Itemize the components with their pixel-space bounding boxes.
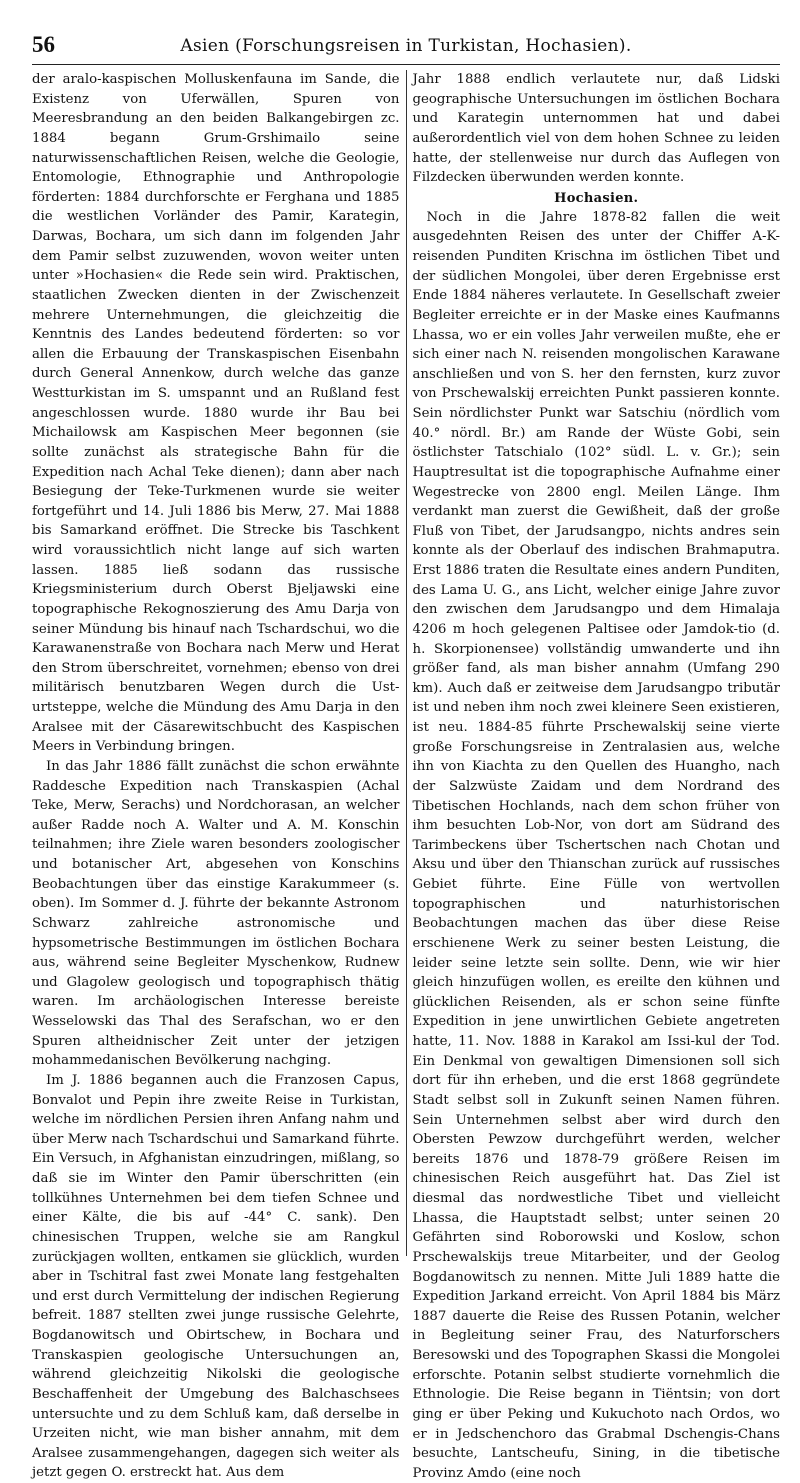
section-heading: Hochasien.: [554, 190, 639, 206]
column-divider: [406, 70, 407, 1256]
text-columns: [32, 70, 780, 1481]
paragraph: Jahr 1888 endlich verlautete nur, daß Lidski geographische Untersuchungen im östlichen Bochara und Karategin unternommen hat und dabei außerordentlich viel von dem hohen Schnee zu leiden hatte, der stellenweise nur durch das Auflegen von Filzdecken überwunden werden konnte.: [412, 72, 780, 186]
book-page: [32, 30, 780, 1481]
page-number: 56: [32, 32, 55, 57]
left-column: [32, 70, 400, 1481]
page-header: [32, 30, 780, 65]
paragraph: der aralo-kaspischen Molluskenfauna im Sande, die Existenz von Uferwällen, Spuren von Meeresbrandung an den beiden Balkangebirgen zc. 1884 begann Grum-Grshimailo seine naturwissenschaftlichen Reisen, welche die Geologie, Entomologie, Ethnographie und Anthropologie förderten: 1884 durchforschte er Ferghana und 1885 die westlichen Vorländer des Pamir, Karategin, Darwas, Bochara, um sich dann im folgenden Jahr dem Pamir selbst zuzuwenden, wovon weiter unten unter »Hochasien« die Rede sein wird. Praktischen, staatlichen Zwecken dienten in der Zwischenzeit mehrere Unternehmungen, die gleichzeitig die Kenntnis des Landes bedeutend förderten: so vor allen die Erbauung der Transkaspischen Eisenbahn durch General Annenkow, durch welche das ganze Westturkistan im S. umspannt und an Rußland fest angeschlossen wurde. 1880 wurde ihr Bau bei Michailowsk am Kaspischen Meer begonnen (sie sollte zunächst als strategische Bahn für die Expedition nach Achal Teke dienen); dann aber nach Besiegung der Teke-Turkmenen wurde sie weiter fortgeführt und 14. Juli 1886 bis Merw, 27. Mai 1888 bis Samarkand eröffnet. Die Strecke bis Taschkent wird voraussichtlich nicht lange auf sich warten lassen. 1885 ließ sodann das russische Kriegsministerium durch Oberst Bjeljawski eine topographische Rekognoszierung des Amu Darja von seiner Mündung bis hinauf nach Tschardschui, wo die Karawanenstraße von Bochara nach Merw und Herat den Strom überschreitet, vornehmen; ebenso von drei militärisch benutzbaren Wegen durch die Ust-urtsteppe, welche die Mündung des Amu Darja in den Aralsee mit der Cäsarewitschbucht des Kaspischen Meers in Verbindung bringen.: [32, 72, 400, 755]
right-column: [412, 70, 781, 1481]
paragraph: Im J. 1886 begannen auch die Franzosen Capus, Bonvalot und Pepin ihre zweite Reise in Turkistan, welche im nördlichen Persien ihren Anfang nahm und über Merw nach Tschardschui und Samarkand führte. Ein Versuch, in Afghanistan einzudringen, mißlang, so daß sie im Winter den Pamir überschritten (ein tollkühnes Unternehmen bei dem tiefen Schnee und einer Kälte, die bis auf -44° C. sank). Den chinesischen Truppen, welche sie am Rangkul zurückjagen wollten, entkamen sie glücklich, wurden aber in Tschitral fast zwei Monate lang festgehalten und erst durch Vermittelung der indischen Regierung befreit. 1887 stellten zwei junge russische Gelehrte, Bogdanowitsch und Obirtschew, in Bochara und Transkaspien geologische Untersuchungen an, während gleichzeitig Nikolski die geologische Beschaffenheit der Umgebung des Balchaschsees untersuchte und zu dem Schluß kam, daß derselbe in Urzeiten nicht, wie man bisher annahm, mit dem Aralsee zusammengehangen, dagegen sich weiter als jetzt gegen O. erstreckt hat. Aus dem: [32, 1072, 400, 1481]
paragraph: In das Jahr 1886 fällt zunächst die schon erwähnte Raddesche Expedition nach Transkaspien (Achal Teke, Merw, Serachs) und Nordchorasan, an welcher außer Radde noch A. Walter und A. M. Konschin teilnahmen; ihre Ziele waren besonders zoologischer und botanischer Art, abgesehen von Konschins Beobachtungen über das einstige Karakummeer (s. oben). Im Sommer d. J. führte der bekannte Astronom Schwarz zahlreiche astronomische und hypsometrische Bestimmungen im östlichen Bochara aus, während seine Begleiter Myschenkow, Rudnew und Glagolew geologisch und topographisch thätig waren. Im archäologischen Interesse bereiste Wesselowski das Thal des Serafschan, wo er den Spuren altheidnischer Zeit unter der jetzigen mohammedanischen Bevölkerung nachging.: [32, 758, 400, 1069]
paragraph: Noch in die Jahre 1878-82 fallen die weit ausgedehnten Reisen des unter der Chiffer A-K- reisenden Punditen Krischna im östlichen Tibet und der südlichen Mongolei, über deren Ergebnisse erst Ende 1884 näheres verlautete. In Gesellschaft zweier Begleiter erreichte er in der Maske eines Kaufmanns Lhassa, wo er ein volles Jahr verweilen mußte, ehe er sich einer nach N. reisenden mongolischen Karawane anschließen und von S. her den fernsten, kurz zuvor von Prschewalskij erreichten Punkt passieren konnte. Sein nördlichster Punkt war Satschiu (nördlich vom 40.° nördl. Br.) am Rande der Wüste Gobi, sein östlichster Tatschialo (102° südl. L. v. Gr.); sein Hauptresultat ist die topographische Aufnahme einer Wegestrecke von 2800 engl. Meilen Länge. Ihm verdankt man zuerst die Gewißheit, daß der große Fluß von Tibet, der Jarudsangpo, nichts andres sein konnte als der Oberlauf des indischen Brahmaputra. Erst 1886 traten die Resultate eines andern Punditen, des Lama U. G., ans Licht, welcher einige Jahre zuvor den zwischen dem Jarudsangpo und dem Himalaja 4206 m hoch gelegenen Paltisee oder Jamdok-tio (d. h. Skorpionensee) vollständig umwanderte und ihn größer fand, als man bisher annahm (Umfang 290 km). Auch daß er zeitweise dem Jarudsangpo tributär ist und neben ihm noch zwei kleinere Seen existieren, ist neu. 1884-85 führte Prschewalskij seine vierte große Forschungsreise in Zentralasien aus, welche ihn von Kiachta zu den Quellen des Huangho, nach der Salzwüste Zaidam und dem Nordrand des Tibetischen Hochlands, nach dem schon früher von ihm besuchten Lob-Nor, von dort am Südrand des Tarimbeckens über Tschertschen nach Chotan und Aksu und über den Thianschan zurück auf russisches Gebiet führte. Eine Fülle von wertvollen topographischen und naturhistorischen Beobachtungen machen das über diese Reise erschienene Werk zu seiner besten Leistung, die leider seine letzte sein sollte. Denn, wie wir hier gleich hinzufügen wollen, es ereilte den kühnen und glücklichen Reisenden, als er schon seine fünfte Expedition in jene unwirtlichen Gebiete angetreten hatte, 11. Nov. 1888 in Karakol am Issi-kul der Tod. Ein Denkmal von gewaltigen Dimensionen soll sich dort für ihn erheben, und die erst 1868 gegründete Stadt selbst soll in Zukunft seinen Namen führen. Sein Unternehmen selbst aber wird durch den Obersten Pewzow durchgeführt werden, welcher bereits 1876 und 1878-79 größere Reisen im chinesischen Reich ausgeführt hat. Das Ziel ist diesmal das nordwestliche Tibet und vielleicht Lhassa, die Hauptstadt selbst; unter seinen 20 Gefährten sind Roborowski und Koslow, schon Prschewalskijs treue Mitarbeiter, und der Geolog Bogdanowitsch zu nennen. Mitte Juli 1889 hatte die Expedition Jarkand erreicht. Von April 1884 bis März 1887 dauerte die Reise des Russen Potanin, welcher in Begleitung seiner Frau, des Naturforschers Beresowski und des Topographen Skassi die Mongolei erforschte. Potanin selbst studierte vornehmlich die Ethnologie. Die Reise begann in Tiëntsin; von dort ging er über Peking und Kukuchoto nach Ordos, wo er in Jedschenchoro das Grabmal Dschengis-Chans besuchte, Lantscheufu, Sining, in die tibetische Provinz Amdo (eine noch: [412, 209, 780, 1481]
running-head: Asien (Forschungsreisen in Turkistan, Hochasien).: [180, 36, 632, 56]
